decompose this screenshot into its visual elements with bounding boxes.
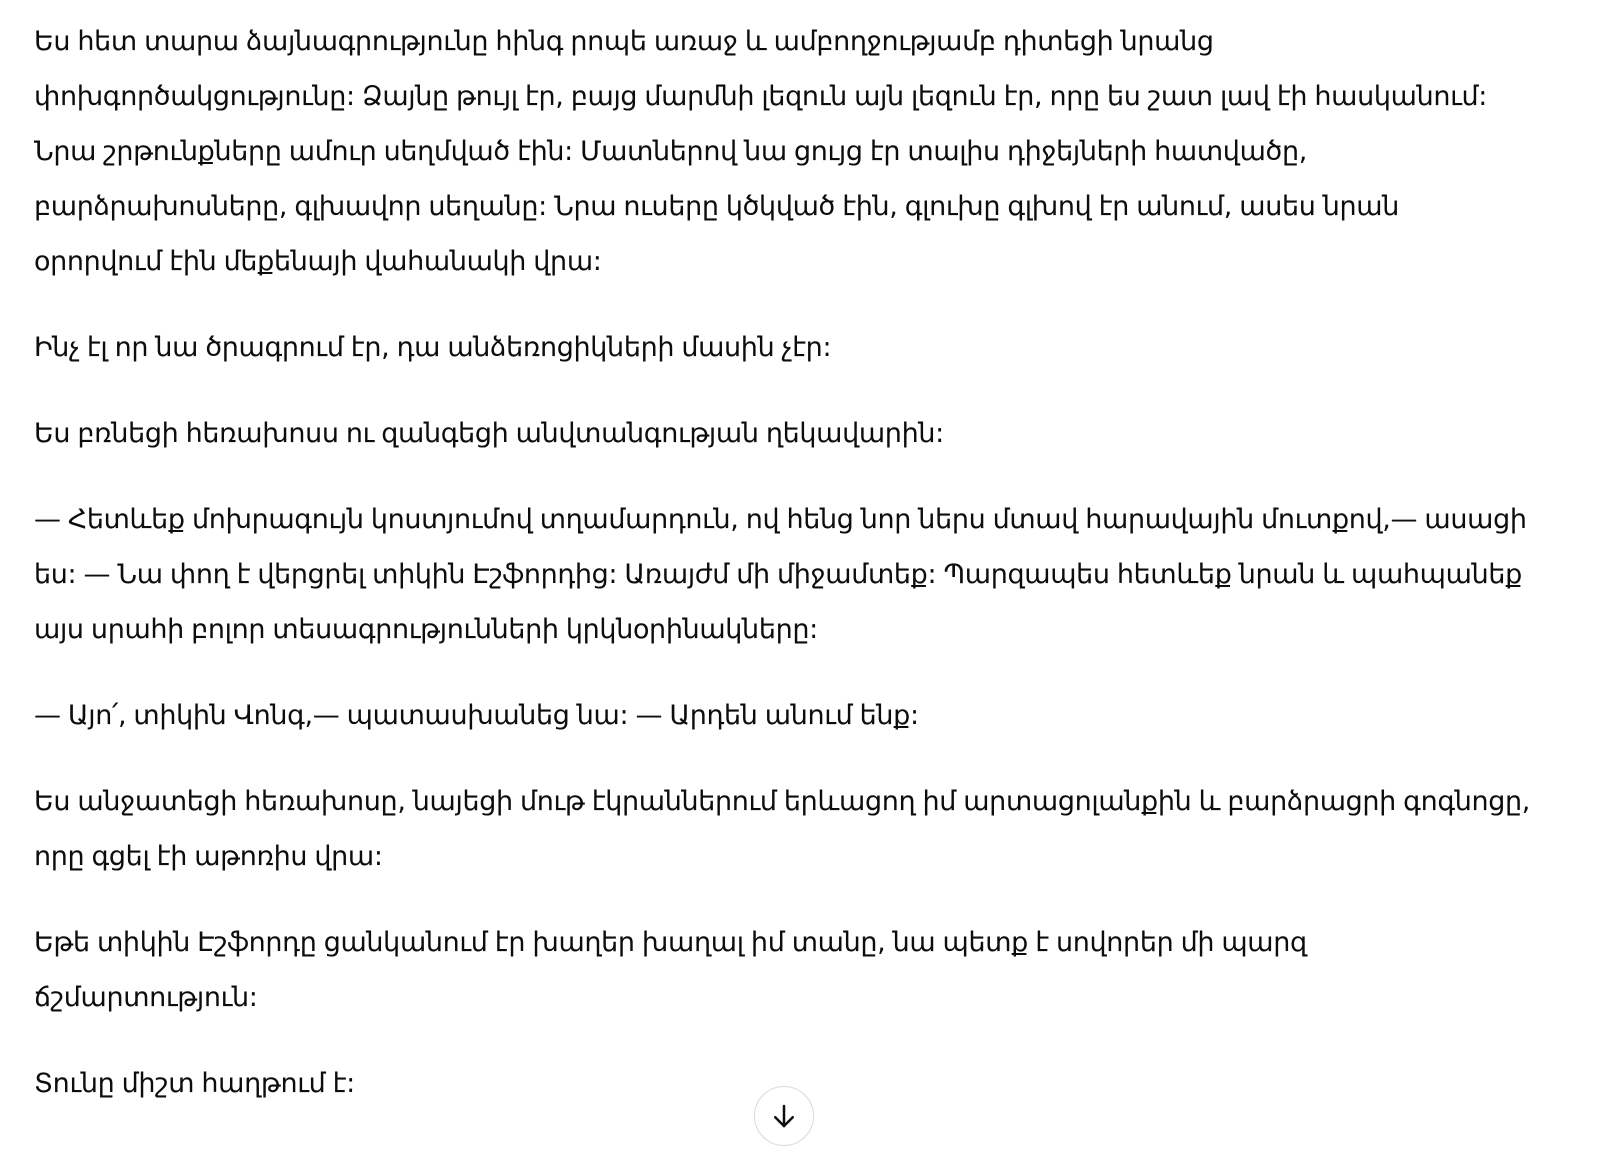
arrow-down-icon	[769, 1101, 799, 1131]
scroll-to-bottom-button[interactable]	[754, 1086, 814, 1146]
paragraph: — Հետևեք մոխրագույն կոստյումով տղամարդուն, ով հենց նոր ներս մտավ հարավային մուտքով,— ասացի ես: — Նա փող է վերցրել տիկին Էշֆորդից: Առայժմ մի միջամտեք: Պարզապես հետևեք նրան և պահպանեք այս սրահի բոլոր տեսագրությունների կրկնօրինակները:	[34, 504, 1527, 645]
paragraph: Ես բռնեցի հեռախոսս ու զանգեցի անվտանգության ղեկավարին:	[34, 418, 944, 449]
paragraph: Ես հետ տարա ձայնագրությունը հինգ րոպե առաջ և ամբողջությամբ դիտեցի նրանց փոխգործակցությունը: Ձայնը թույլ էր, բայց մարմնի լեզուն այն լեզուն էր, որը ես շատ լավ էի հասկանում: Նրա շրթունքները ամուր սեղմված էին: Մատներով նա ցույց էր տալիս դիջեյների հատվածը, բարձրախոսները, գլխավոր սեղանը: Նրա ուսերը կծկված էին, գլուխը գլխով էր անում, ասես նրան օրորվում էին մեքենայի վահանակի վրա:	[34, 26, 1488, 277]
paragraph: Եթե տիկին Էշֆորդը ցանկանում էր խաղեր խաղալ իմ տանը, նա պետք է սովորեր մի պարզ ճշմարտություն:	[34, 927, 1307, 1013]
paragraph: Ինչ էլ որ նա ծրագրում էր, դա անձեռոցիկների մասին չէր:	[34, 332, 832, 363]
message-content	[34, 14, 1534, 1142]
paragraph: Ես անջատեցի հեռախոսը, նայեցի մութ էկրաններում երևացող իմ արտացոլանքին և բարձրացրի գոգնոցը, որը գցել էի աթոռիս վրա:	[34, 786, 1531, 872]
paragraph: — Այո՛, տիկին Վոնգ,— պատասխանեց նա: — Արդեն անում ենք:	[34, 700, 919, 731]
paragraph: Տունը միշտ հաղթում է:	[34, 1068, 355, 1099]
